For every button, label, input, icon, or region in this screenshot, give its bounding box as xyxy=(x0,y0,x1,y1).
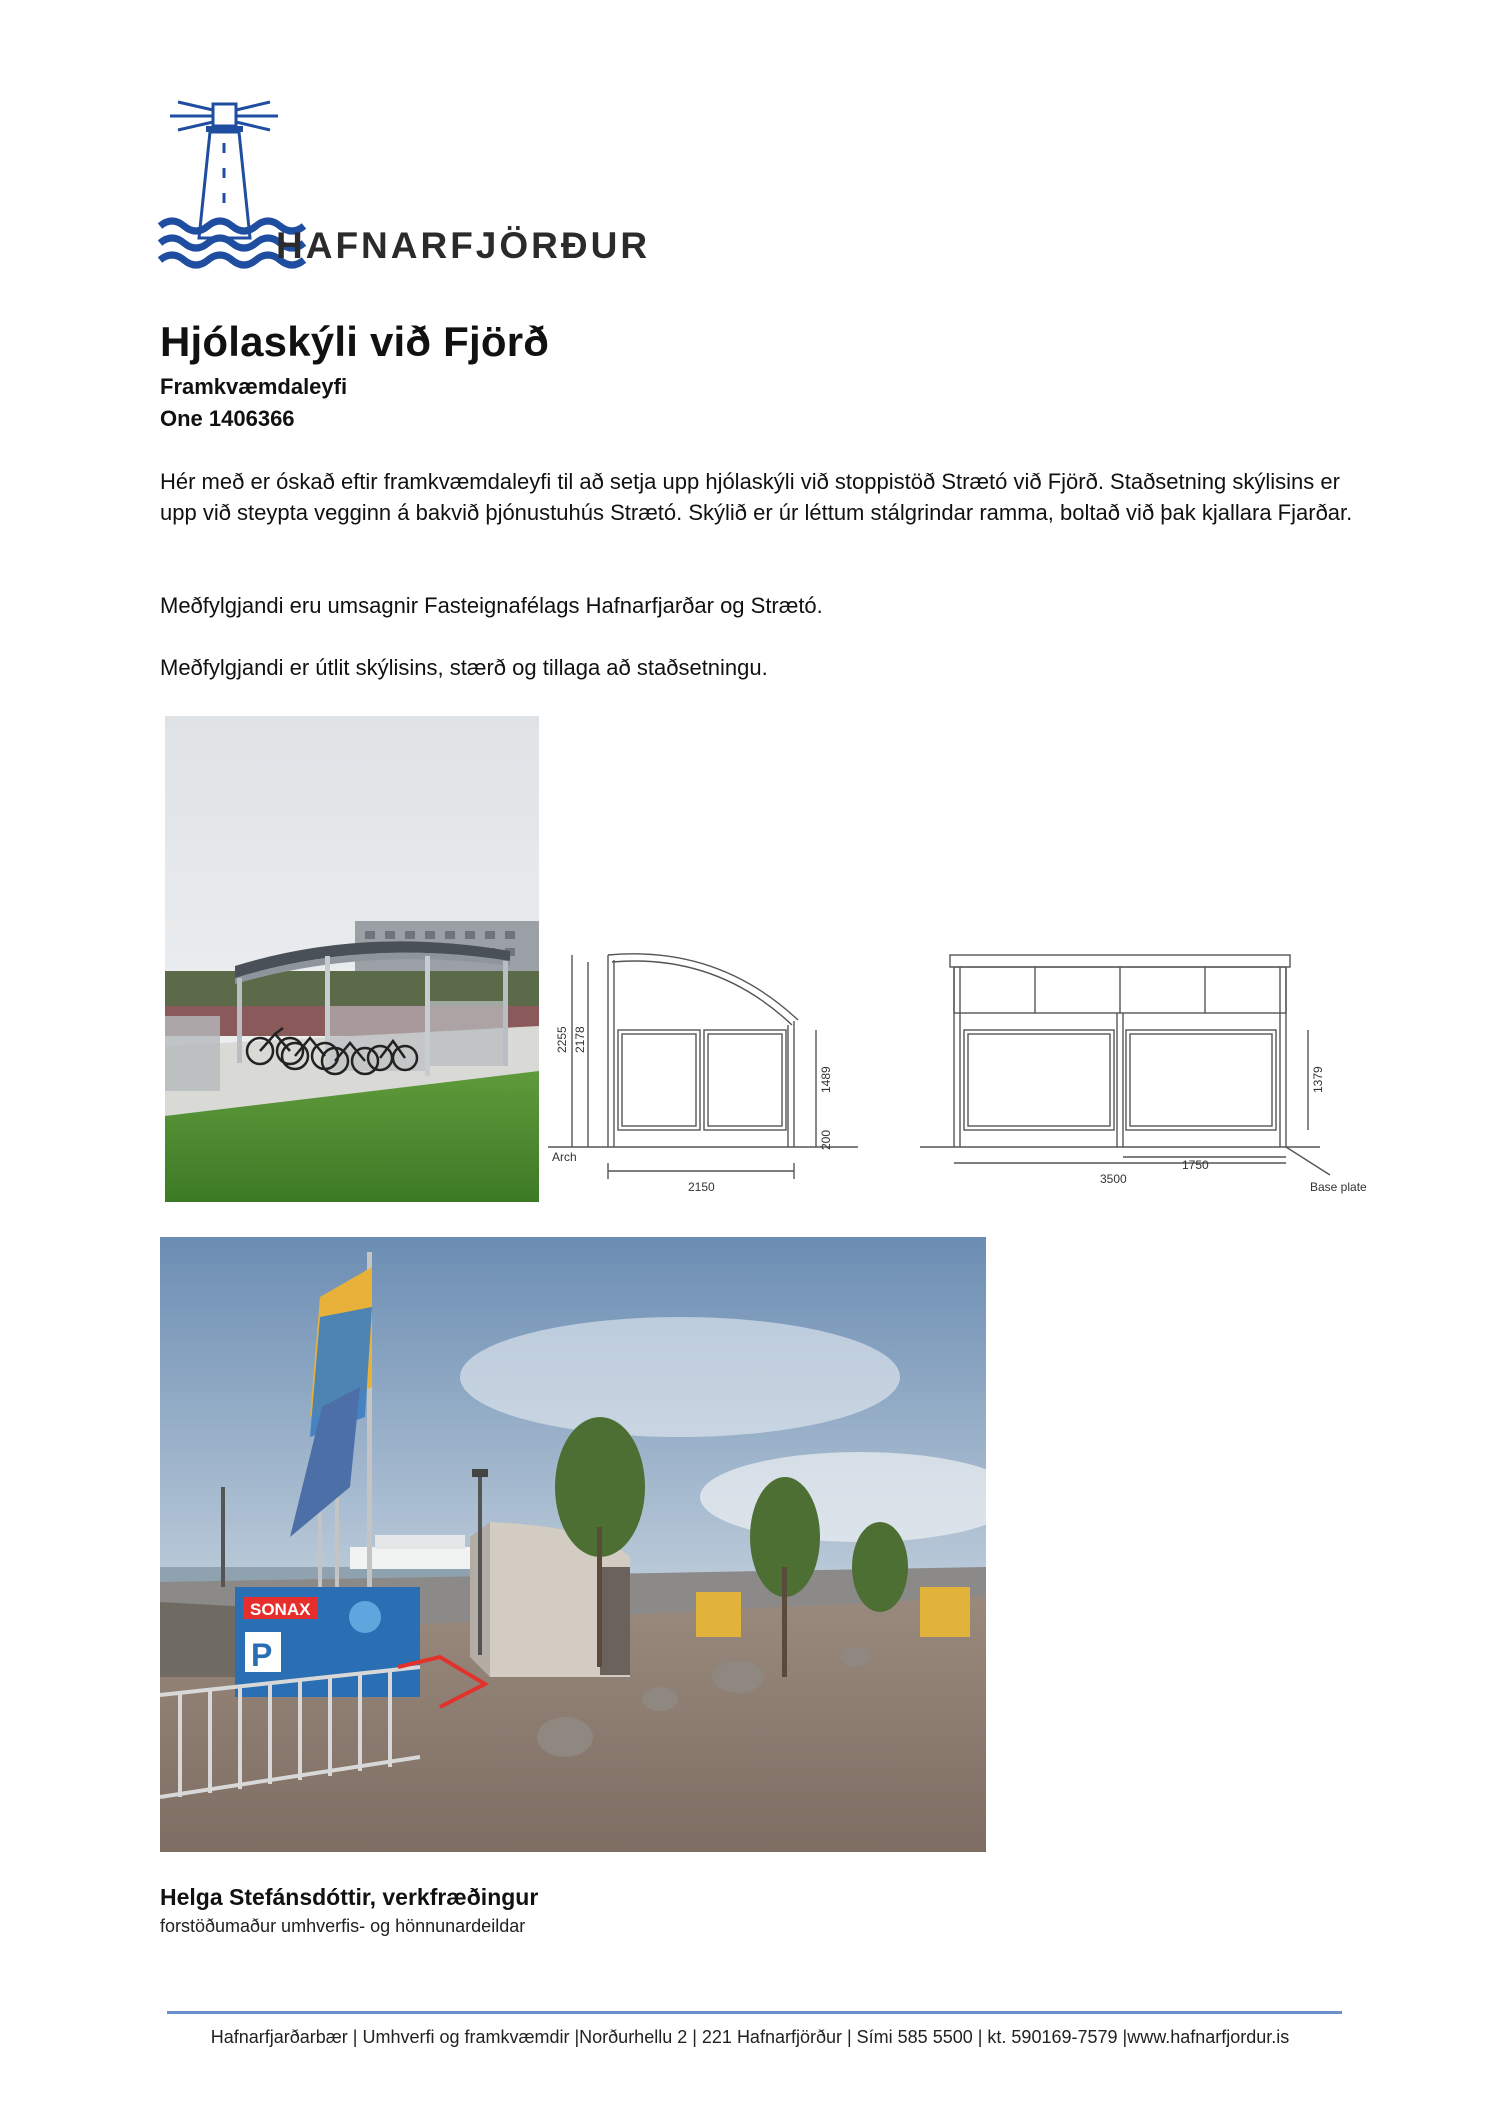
signer-role: forstöðumaður umhverfis- og hönnunardeildar xyxy=(160,1916,526,1936)
body-paragraph-attachments: Meðfylgjandi er útlit skýlisins, stærð og tillaga að staðsetningu. xyxy=(160,655,768,680)
logo-wordmark: HAFNARFJÖRÐUR xyxy=(276,225,651,266)
dim-frame-height: 2178 xyxy=(573,1026,587,1053)
signer-name: Helga Stefánsdóttir, verkfræðingur xyxy=(160,1884,539,1910)
body-paragraph-reviews: Meðfylgjandi eru umsagnir Fasteignafélags Hafnarfjarðar og Strætó. xyxy=(160,593,823,618)
label-base-plate: Base plate xyxy=(1310,1180,1367,1194)
hafnarfjordur-logo xyxy=(158,98,658,278)
dim-total-height: 2255 xyxy=(555,1026,569,1053)
body-paragraph-request: Hér með er óskað eftir framkvæmdaleyfi til að setja upp hjólaskýli við stoppistöð Strætó við Fjörð. Staðsetning skýlisins er upp við steypta vegginn á bakvið þjónustuhús Strætó. Skýlið er úr léttum stálgrindar ramma, boltað við þak kjallara Fjarðar. xyxy=(160,469,1353,525)
dim-side-width: 2150 xyxy=(688,1180,715,1194)
shelter-side-elevation-drawing xyxy=(548,935,860,1205)
sign-brand: SONAX xyxy=(250,1600,311,1619)
bike-shelter-photo xyxy=(165,716,539,1202)
case-number: One 1406366 xyxy=(160,406,295,431)
document-subtitle: Framkvæmdaleyfi xyxy=(160,374,348,399)
dim-clearance: 200 xyxy=(819,1129,833,1150)
dim-front-height: 1379 xyxy=(1311,1066,1325,1093)
site-location-photo xyxy=(160,1237,986,1852)
dim-front-width: 3500 xyxy=(1100,1172,1127,1186)
footer-contact-line: Hafnarfjarðarbær | Umhverfi og framkvæmdir |Norðurhellu 2 | 221 Hafnarfjörður | Sími 585 5500 | kt. 590169-7579 |www.hafnarfjordur.is xyxy=(210,2027,1290,2047)
dim-bay-width: 1750 xyxy=(1182,1158,1209,1172)
sign-parking: P xyxy=(251,1637,273,1673)
shelter-front-elevation-drawing xyxy=(920,935,1382,1205)
page-title: Hjólaskýli við Fjörð xyxy=(160,318,550,365)
dim-panel-height: 1489 xyxy=(819,1066,833,1093)
label-arch: Arch xyxy=(552,1150,577,1164)
footer-divider xyxy=(167,2011,1342,2014)
